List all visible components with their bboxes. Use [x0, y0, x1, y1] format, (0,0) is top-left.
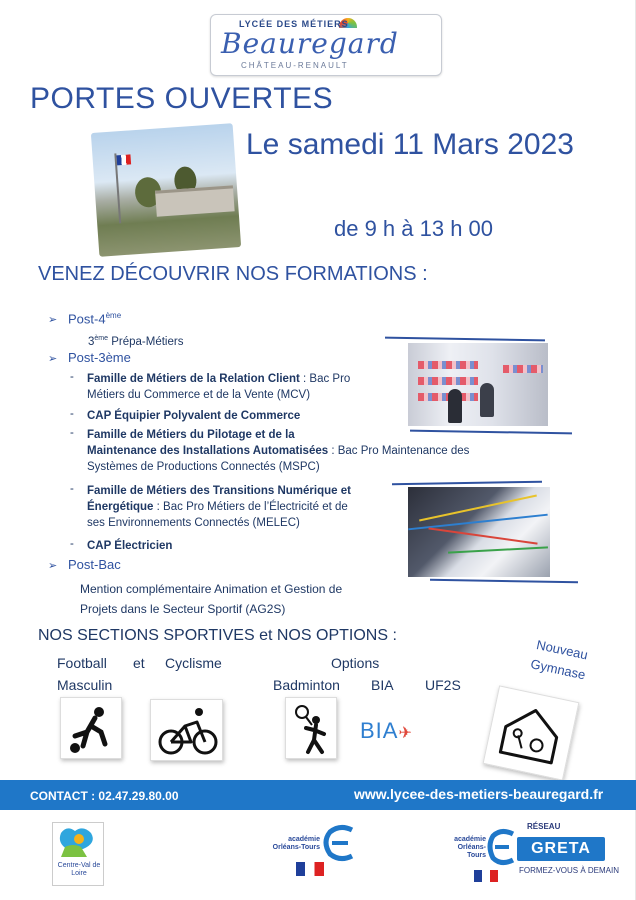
- contact-phone: CONTACT : 02.47.29.80.00: [30, 789, 179, 803]
- bia-logo: BIA✈: [360, 718, 413, 743]
- republique-flag-icon-2: [474, 870, 498, 882]
- electrical-photo: [408, 487, 550, 577]
- badminton-icon: [285, 697, 337, 759]
- arrow-right-icon: ➢: [48, 314, 58, 327]
- greta-reseau: RÉSEAU: [527, 822, 561, 831]
- logo-name: Beauregard: [221, 27, 399, 60]
- republique-flag-icon: [296, 862, 324, 876]
- football-icon: [60, 697, 122, 759]
- formation-item: Famille de Métiers de la Relation Client : Bac Pro Métiers du Commerce et de la Vente (MCV): [87, 373, 351, 401]
- decor-line: [385, 337, 545, 342]
- postbac-item: Mention complémentaire Animation et Gestion de Projets dans le Secteur Sportif (AG2S): [80, 582, 343, 616]
- bia-label: BIA: [371, 677, 394, 693]
- football-label: Football: [57, 655, 107, 671]
- formation-item: CAP Équipier Polyvalent de Commerce: [87, 410, 301, 422]
- website-link[interactable]: www.lycee-des-metiers-beauregard.fr: [354, 786, 604, 802]
- academie-e-icon-2: [487, 828, 517, 866]
- post3-label: ➢ Post-3ème: [48, 350, 131, 365]
- logo-subtitle: CHÂTEAU-RENAULT: [241, 61, 349, 70]
- greta-tagline: FORMEZ-VOUS À DEMAIN: [519, 866, 620, 875]
- postbac-label: ➢ Post-Bac: [48, 557, 121, 572]
- decor-line: [430, 579, 578, 584]
- school-photo: [91, 123, 241, 257]
- logo-top-text: LYCÉE DES MÉTIERS: [239, 19, 349, 29]
- formation-item: CAP Électricien: [87, 540, 173, 552]
- badminton-label: Badminton: [273, 677, 340, 693]
- event-date: Le samedi 11 Mars 2023: [246, 128, 574, 161]
- post4-item: 3ème Prépa-Métiers: [88, 335, 184, 348]
- formations-heading: VENEZ DÉCOUVRIR NOS FORMATIONS :: [38, 263, 428, 285]
- event-hours: de 9 h à 13 h 00: [334, 216, 494, 241]
- flyer-page: LYCÉE DES MÉTIERS Beauregard CHÂTEAU-RENAULT PORTES OUVERTES Le samedi 11 Mars 2023 de 9 h à 13 h 00 VENEZ DÉCOUVRIR NOS FORMATIONS : ➢ Post-4ème 3ème Prépa-Métiers ➢ Post-3ème - Famille de Métiers de la Relation Client : Bac Pro Métiers du Commerce et de la Vente (MCV) - CAP Équipier Polyvalent de Commerce - Famille de Métiers du Pilotage et de la Maintenance des Installations Automatisées : Bac Pro Maintenance des Systèmes de Productions Connectés (MSPC) - Famille de Métiers des Transitions Numérique et Énergétique : Bac Pro Métiers de l’Électricité et de ses Environnements Connectés (MELEC) - CAP Électricien ➢ Post-Bac Mention complémentaire Animation et Gestion de Projets dans le Secteur Sportif (AG2S) NOS SECTIONS SPORTIVES et NOS OPTIONS : Football et Cyclisme Masculin Options Badminton BIA UF2S BIA✈ Nouveau Gymnase CONTACT : 02.47.29.80.00 www.lycee-des-metiers-beauregard.fr Centre-Val de Loire académie Orléans-Tours académie Orléans-Tours RÉSEAU GRETA FORMEZ-VOUS À DEMAIN: [0, 0, 636, 900]
- flag-icon: [116, 154, 131, 165]
- options-label: Options: [331, 655, 380, 671]
- shop-photo: [408, 343, 548, 426]
- masculin-label: Masculin: [57, 677, 113, 693]
- and-label: et: [133, 655, 145, 671]
- decor-line: [392, 481, 542, 486]
- formation-item: Famille de Métiers du Pilotage et de la Maintenance des Installations Automatisées : Bac Pro Maintenance des Systèmes de Productions Connectés (MSPC): [87, 429, 470, 473]
- region-name: Centre-Val de Loire: [57, 862, 101, 877]
- formation-item: Famille de Métiers des Transitions Numérique et Énergétique : Bac Pro Métiers de l’Électricité et de ses Environnements Connectés (MELEC): [87, 485, 351, 529]
- arrow-right-icon: ➢: [48, 560, 58, 572]
- new-gym-label: Nouveau Gymnase: [529, 636, 590, 683]
- plane-icon: ✈: [398, 725, 413, 742]
- page-title: PORTES OUVERTES: [30, 82, 334, 115]
- academie-e-icon: [322, 824, 358, 862]
- academie-text-2: académie Orléans-Tours: [454, 836, 486, 859]
- arrow-right-icon: ➢: [48, 353, 58, 365]
- post4-label: ➢ Post-4ème: [48, 311, 122, 327]
- gym-icon: [483, 685, 580, 780]
- cycling-icon: [150, 699, 223, 761]
- academie-text: académie Orléans-Tours: [272, 836, 320, 851]
- school-logo: [210, 14, 442, 76]
- uf2s-label: UF2S: [425, 677, 461, 693]
- greta-logo: GRETA: [517, 837, 605, 861]
- cyclisme-label: Cyclisme: [165, 655, 222, 671]
- sports-heading: NOS SECTIONS SPORTIVES et NOS OPTIONS :: [38, 627, 397, 644]
